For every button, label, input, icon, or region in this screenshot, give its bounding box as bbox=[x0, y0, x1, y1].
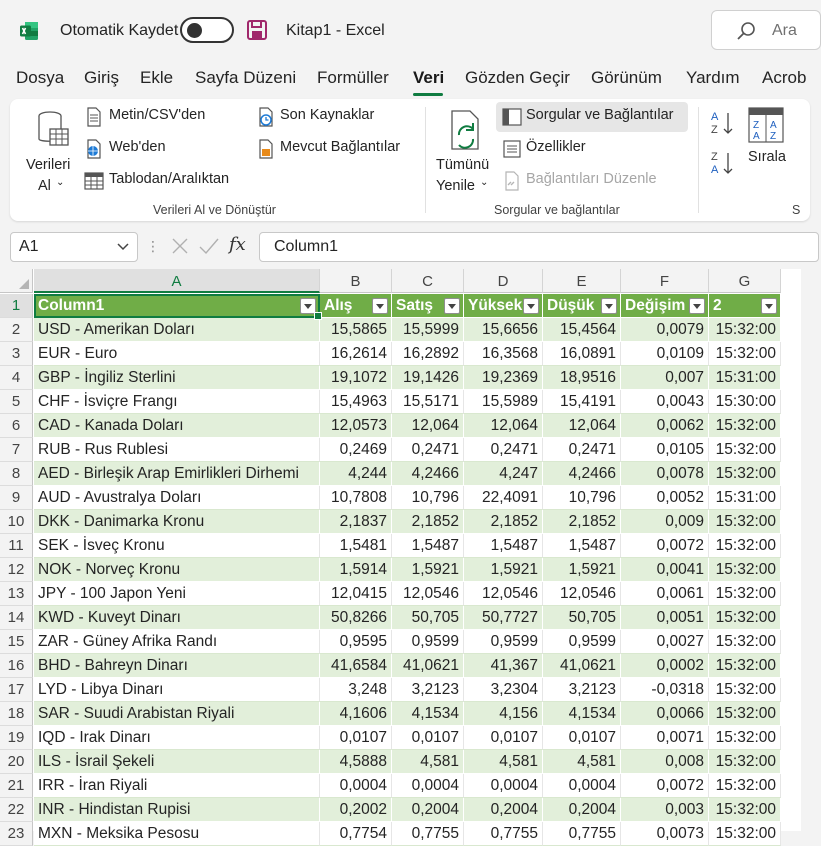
table-cell[interactable]: 0,2471 bbox=[464, 438, 543, 462]
table-cell[interactable]: 0,0052 bbox=[621, 486, 709, 510]
row-header[interactable]: 22 bbox=[0, 798, 33, 822]
tab-sayfa-duzeni[interactable]: Sayfa Düzeni bbox=[195, 68, 297, 87]
existing-connections-button[interactable] bbox=[256, 139, 400, 155]
table-cell[interactable]: SAR - Suudi Arabistan Riyali bbox=[34, 702, 320, 726]
sort-dialog-icon bbox=[748, 107, 784, 143]
tab-gorunum[interactable]: Görünüm bbox=[591, 68, 662, 87]
from-text-csv-label: Metin/CSV'den bbox=[109, 107, 206, 123]
column-header-b[interactable]: B bbox=[320, 269, 392, 293]
get-data-label-1: Verileri bbox=[26, 157, 71, 173]
table-cell[interactable]: 0,0043 bbox=[621, 390, 709, 414]
table-cell[interactable]: 0,0002 bbox=[621, 654, 709, 678]
ribbon-tabs bbox=[0, 62, 807, 98]
table-cell[interactable]: 16,2614 bbox=[320, 342, 392, 366]
table-cell[interactable]: 0,2002 bbox=[320, 798, 392, 822]
table-cell[interactable]: 15,5865 bbox=[320, 318, 392, 342]
table-cell[interactable]: SEK - İsveç Kronu bbox=[34, 534, 320, 558]
table-cell[interactable]: 10,7808 bbox=[320, 486, 392, 510]
tab-ekle[interactable]: Ekle bbox=[140, 68, 174, 87]
table-cell[interactable]: 0,0004 bbox=[392, 774, 464, 798]
table-cell[interactable]: 16,0891 bbox=[543, 342, 621, 366]
refresh-all-label-2: Yenile bbox=[436, 178, 475, 194]
table-cell[interactable]: 0,0051 bbox=[621, 606, 709, 630]
formula-value: Column1 bbox=[274, 238, 339, 255]
table-cell[interactable]: GBP - İngiliz Sterlini bbox=[34, 366, 320, 390]
autosave-label: Otomatik Kaydet bbox=[60, 22, 179, 39]
table-cell[interactable]: 15,4191 bbox=[543, 390, 621, 414]
tab-formuller[interactable]: Formüller bbox=[317, 68, 389, 87]
row-header[interactable]: 20 bbox=[0, 750, 33, 774]
table-cell[interactable]: 0,003 bbox=[621, 798, 709, 822]
column-header-a[interactable]: A bbox=[34, 269, 320, 293]
row-header[interactable]: 7 bbox=[0, 438, 33, 462]
save-icon[interactable] bbox=[246, 19, 268, 41]
table-cell[interactable]: 0,0066 bbox=[621, 702, 709, 726]
active-tab-indicator bbox=[413, 93, 443, 96]
table-cell[interactable]: 15,4564 bbox=[543, 318, 621, 342]
svg-text:Z: Z bbox=[770, 131, 777, 142]
table-cell[interactable]: 1,5487 bbox=[464, 534, 543, 558]
svg-text:Z: Z bbox=[711, 124, 718, 136]
table-cell[interactable]: CHF - İsviçre Frangı bbox=[34, 390, 320, 414]
table-cell[interactable]: 1,5487 bbox=[543, 534, 621, 558]
table-cell[interactable]: 12,0546 bbox=[392, 582, 464, 606]
table-cell[interactable]: 4,1534 bbox=[543, 702, 621, 726]
table-cell[interactable]: 15,5989 bbox=[464, 390, 543, 414]
table-cell[interactable]: KWD - Kuveyt Dinarı bbox=[34, 606, 320, 630]
table-cell[interactable]: 15:32:00 bbox=[709, 534, 781, 558]
table-cell[interactable]: 41,0621 bbox=[543, 654, 621, 678]
column-header-e[interactable]: E bbox=[543, 269, 621, 293]
sort-button[interactable] bbox=[746, 107, 796, 177]
table-cell[interactable]: 0,0079 bbox=[621, 318, 709, 342]
tab-dosya[interactable]: Dosya bbox=[16, 68, 65, 87]
group-label-sort-filter: S bbox=[792, 203, 801, 217]
tab-gozden-gecir[interactable]: Gözden Geçir bbox=[465, 68, 570, 87]
table-cell[interactable]: 0,2004 bbox=[543, 798, 621, 822]
table-cell[interactable]: 0,2004 bbox=[392, 798, 464, 822]
table-cell[interactable]: 19,1426 bbox=[392, 366, 464, 390]
table-cell[interactable]: DKK - Danimarka Kronu bbox=[34, 510, 320, 534]
database-icon bbox=[36, 109, 70, 149]
table-cell[interactable]: 0,0041 bbox=[621, 558, 709, 582]
table-cell[interactable]: 0,0107 bbox=[320, 726, 392, 750]
from-web-button[interactable] bbox=[84, 139, 166, 155]
filter-dropdown-button[interactable] bbox=[444, 298, 460, 314]
table-cell[interactable]: 15:30:00 bbox=[709, 390, 781, 414]
table-cell[interactable]: 4,156 bbox=[464, 702, 543, 726]
row-header[interactable]: 5 bbox=[0, 390, 33, 414]
row-header[interactable]: 16 bbox=[0, 654, 33, 678]
table-cell[interactable]: 12,064 bbox=[543, 414, 621, 438]
table-cell[interactable]: 12,0573 bbox=[320, 414, 392, 438]
filter-dropdown-button[interactable] bbox=[689, 298, 705, 314]
table-cell[interactable]: 50,8266 bbox=[320, 606, 392, 630]
table-cell[interactable]: 0,0061 bbox=[621, 582, 709, 606]
get-data-label-2: Al bbox=[38, 178, 51, 194]
column-header-f[interactable]: F bbox=[621, 269, 709, 293]
table-cell[interactable]: 50,705 bbox=[392, 606, 464, 630]
table-cell[interactable]: 0,0107 bbox=[543, 726, 621, 750]
search-placeholder: Ara bbox=[772, 22, 797, 39]
table-cell[interactable]: 0,2471 bbox=[392, 438, 464, 462]
refresh-all-button[interactable] bbox=[436, 107, 492, 194]
table-cell[interactable]: 19,2369 bbox=[464, 366, 543, 390]
excel-logo-icon bbox=[19, 21, 39, 41]
table-header-cell[interactable]: Değişim bbox=[621, 294, 709, 318]
queries-panel-icon bbox=[502, 107, 522, 127]
table-cell[interactable]: 4,2466 bbox=[543, 462, 621, 486]
table-cell[interactable]: 0,7755 bbox=[392, 822, 464, 846]
table-cell[interactable]: 15,6656 bbox=[464, 318, 543, 342]
table-cell[interactable]: 0,0071 bbox=[621, 726, 709, 750]
row-header[interactable]: 13 bbox=[0, 582, 33, 606]
table-cell[interactable]: 15:31:00 bbox=[709, 366, 781, 390]
svg-text:A: A bbox=[711, 111, 719, 123]
table-cell[interactable]: 0,0004 bbox=[464, 774, 543, 798]
table-cell[interactable]: 41,0621 bbox=[392, 654, 464, 678]
from-table-label: Tablodan/Aralıktan bbox=[109, 171, 230, 187]
formula-input[interactable] bbox=[259, 232, 819, 262]
edit-links-icon bbox=[502, 171, 522, 191]
table-cell[interactable]: 3,2123 bbox=[543, 678, 621, 702]
sort-descending-icon bbox=[710, 149, 736, 177]
table-cell[interactable]: RUB - Rus Rublesi bbox=[34, 438, 320, 462]
table-cell[interactable]: 0,009 bbox=[621, 510, 709, 534]
from-text-csv-button[interactable] bbox=[84, 107, 205, 123]
row-header[interactable]: 14 bbox=[0, 606, 33, 630]
table-cell[interactable]: CAD - Kanada Doları bbox=[34, 414, 320, 438]
tab-acrobat[interactable]: Acrob bbox=[762, 68, 807, 87]
row-header[interactable]: 11 bbox=[0, 534, 33, 558]
table-cell[interactable]: 0,7755 bbox=[464, 822, 543, 846]
table-cell[interactable]: 50,7727 bbox=[464, 606, 543, 630]
table-cell[interactable]: 0,0107 bbox=[392, 726, 464, 750]
table-cell[interactable]: 15:32:00 bbox=[709, 702, 781, 726]
filter-dropdown-button[interactable] bbox=[761, 298, 777, 314]
table-header-cell[interactable]: Satış bbox=[392, 294, 464, 318]
table-cell[interactable]: 0,2469 bbox=[320, 438, 392, 462]
tab-giris[interactable]: Giriş bbox=[84, 68, 119, 87]
text-file-icon bbox=[84, 107, 104, 127]
column-header-g[interactable]: G bbox=[709, 269, 781, 293]
row-header[interactable]: 9 bbox=[0, 486, 33, 510]
table-cell[interactable]: AED - Birleşik Arap Emirlikleri Dirhemi bbox=[34, 462, 320, 486]
table-cell[interactable]: 4,581 bbox=[464, 750, 543, 774]
table-cell[interactable]: ILS - İsrail Şekeli bbox=[34, 750, 320, 774]
table-cell[interactable]: 41,367 bbox=[464, 654, 543, 678]
table-cell[interactable]: 15:32:00 bbox=[709, 606, 781, 630]
table-cell[interactable]: 12,0546 bbox=[464, 582, 543, 606]
table-cell[interactable]: 0,7754 bbox=[320, 822, 392, 846]
table-cell[interactable]: 12,0546 bbox=[543, 582, 621, 606]
row-header[interactable]: 23 bbox=[0, 822, 33, 846]
table-cell[interactable]: 0,9595 bbox=[320, 630, 392, 654]
title-bar bbox=[0, 0, 801, 62]
recent-sources-label: Son Kaynaklar bbox=[280, 107, 375, 123]
ribbon bbox=[10, 99, 810, 221]
table-cell[interactable]: 0,9599 bbox=[543, 630, 621, 654]
search-icon bbox=[736, 21, 756, 41]
table-cell[interactable]: 4,581 bbox=[392, 750, 464, 774]
table-cell[interactable]: 0,0072 bbox=[621, 534, 709, 558]
table-cell[interactable]: 0,0072 bbox=[621, 774, 709, 798]
table-cell[interactable]: IQD - Irak Dinarı bbox=[34, 726, 320, 750]
chevron-down-icon[interactable] bbox=[117, 243, 129, 251]
table-cell[interactable]: 10,796 bbox=[543, 486, 621, 510]
existing-connections-icon bbox=[256, 139, 276, 159]
table-cell[interactable]: 15:32:00 bbox=[709, 342, 781, 366]
table-cell[interactable]: 0,0109 bbox=[621, 342, 709, 366]
table-cell[interactable]: 1,5481 bbox=[320, 534, 392, 558]
table-cell[interactable]: 16,3568 bbox=[464, 342, 543, 366]
table-cell[interactable]: 15:32:00 bbox=[709, 654, 781, 678]
table-cell[interactable]: 4,247 bbox=[464, 462, 543, 486]
formula-bar bbox=[0, 228, 801, 266]
row-header[interactable]: 4 bbox=[0, 366, 33, 390]
get-data-button[interactable] bbox=[26, 107, 78, 194]
row-header[interactable]: 3 bbox=[0, 342, 33, 366]
table-cell[interactable]: 4,581 bbox=[543, 750, 621, 774]
table-cell[interactable]: 15,5999 bbox=[392, 318, 464, 342]
table-cell[interactable]: 16,2892 bbox=[392, 342, 464, 366]
select-all-corner[interactable] bbox=[0, 269, 33, 293]
table-cell[interactable]: 15,4963 bbox=[320, 390, 392, 414]
svg-text:A: A bbox=[711, 164, 719, 176]
table-cell[interactable]: 50,705 bbox=[543, 606, 621, 630]
table-header-cell[interactable]: Düşük bbox=[543, 294, 621, 318]
table-cell[interactable]: 0,2471 bbox=[543, 438, 621, 462]
search-box[interactable] bbox=[711, 10, 821, 50]
row-header[interactable]: 19 bbox=[0, 726, 33, 750]
properties-icon bbox=[502, 139, 522, 159]
refresh-icon bbox=[448, 109, 484, 151]
table-cell[interactable]: 0,007 bbox=[621, 366, 709, 390]
autosave-toggle[interactable] bbox=[180, 17, 234, 43]
row-header[interactable]: 21 bbox=[0, 774, 33, 798]
table-icon bbox=[84, 171, 104, 191]
table-cell[interactable]: 0,0107 bbox=[464, 726, 543, 750]
row-header[interactable]: 8 bbox=[0, 462, 33, 486]
table-cell[interactable]: 0,0004 bbox=[543, 774, 621, 798]
group-label-get-transform: Verileri Al ve Dönüştür bbox=[153, 203, 276, 217]
table-cell[interactable]: 0,0004 bbox=[320, 774, 392, 798]
table-cell[interactable]: 0,9599 bbox=[464, 630, 543, 654]
table-cell[interactable]: 2,1837 bbox=[320, 510, 392, 534]
table-cell[interactable]: 4,5888 bbox=[320, 750, 392, 774]
table-cell[interactable]: -0,0318 bbox=[621, 678, 709, 702]
filter-dropdown-button[interactable] bbox=[372, 298, 388, 314]
row-header[interactable]: 15 bbox=[0, 630, 33, 654]
svg-text:A: A bbox=[770, 120, 777, 131]
filter-dropdown-button[interactable] bbox=[300, 298, 316, 314]
tab-yardim[interactable]: Yardım bbox=[686, 68, 740, 87]
table-cell[interactable]: INR - Hindistan Rupisi bbox=[34, 798, 320, 822]
from-table-button[interactable] bbox=[84, 171, 229, 187]
edit-links-button[interactable] bbox=[502, 171, 657, 187]
document-title: Kitap1 - Excel bbox=[286, 22, 385, 39]
table-cell[interactable]: 0,0105 bbox=[621, 438, 709, 462]
cancel-icon[interactable] bbox=[170, 236, 190, 256]
table-cell[interactable]: 15:32:00 bbox=[709, 678, 781, 702]
table-cell[interactable]: 1,5921 bbox=[543, 558, 621, 582]
edit-links-label: Bağlantıları Düzenle bbox=[526, 171, 657, 187]
web-page-icon bbox=[84, 139, 104, 159]
table-cell[interactable]: 2,1852 bbox=[543, 510, 621, 534]
table-cell[interactable]: 15:32:00 bbox=[709, 822, 781, 846]
table-cell[interactable]: 4,1534 bbox=[392, 702, 464, 726]
table-cell[interactable]: 3,2123 bbox=[392, 678, 464, 702]
sort-label: Sırala bbox=[748, 149, 786, 165]
sort-ascending-icon bbox=[710, 109, 736, 137]
row-header[interactable]: 6 bbox=[0, 414, 33, 438]
svg-text:A: A bbox=[753, 131, 760, 142]
table-cell[interactable]: 1,5921 bbox=[392, 558, 464, 582]
table-cell[interactable]: 12,064 bbox=[392, 414, 464, 438]
table-cell[interactable]: 0,0027 bbox=[621, 630, 709, 654]
table-cell[interactable]: 1,5487 bbox=[392, 534, 464, 558]
row-header[interactable]: 1 bbox=[0, 294, 33, 318]
table-cell[interactable]: 19,1072 bbox=[320, 366, 392, 390]
table-cell[interactable]: 12,0415 bbox=[320, 582, 392, 606]
toggle-knob bbox=[187, 23, 202, 38]
table-cell[interactable]: 15:32:00 bbox=[709, 438, 781, 462]
table-cell[interactable]: 15,5171 bbox=[392, 390, 464, 414]
enter-check-icon[interactable] bbox=[198, 236, 220, 256]
table-cell[interactable]: 2,1852 bbox=[392, 510, 464, 534]
table-cell[interactable]: 0,008 bbox=[621, 750, 709, 774]
table-cell[interactable]: 0,0073 bbox=[621, 822, 709, 846]
group-separator bbox=[425, 107, 426, 213]
row-header[interactable]: 12 bbox=[0, 558, 33, 582]
spreadsheet-grid bbox=[0, 269, 801, 842]
table-cell[interactable]: 3,2304 bbox=[464, 678, 543, 702]
chevron-down-icon: ⌄ bbox=[480, 177, 489, 188]
column-header-c[interactable]: C bbox=[392, 269, 464, 293]
table-cell[interactable]: 12,064 bbox=[464, 414, 543, 438]
insert-function-icon[interactable]: fx bbox=[229, 234, 246, 255]
row-header[interactable]: 2 bbox=[0, 318, 33, 342]
table-cell[interactable]: JPY - 100 Japon Yeni bbox=[34, 582, 320, 606]
table-cell[interactable]: 4,1606 bbox=[320, 702, 392, 726]
queries-connections-label: Sorgular ve Bağlantılar bbox=[526, 107, 674, 123]
table-cell[interactable]: 15:32:00 bbox=[709, 558, 781, 582]
existing-connections-label: Mevcut Bağlantılar bbox=[280, 139, 401, 155]
table-cell[interactable]: 0,0078 bbox=[621, 462, 709, 486]
table-cell[interactable]: 15:32:00 bbox=[709, 318, 781, 342]
table-cell[interactable]: 10,796 bbox=[392, 486, 464, 510]
table-header-cell[interactable]: Yüksek bbox=[464, 294, 543, 318]
table-header-cell[interactable]: 2 bbox=[709, 294, 781, 318]
properties-button[interactable] bbox=[502, 139, 586, 155]
group-separator bbox=[698, 107, 699, 213]
more-vertical-icon[interactable]: ⋮ bbox=[146, 238, 160, 254]
refresh-all-label-1: Tümünü bbox=[436, 157, 490, 173]
table-cell[interactable]: 15:32:00 bbox=[709, 462, 781, 486]
table-cell[interactable]: ZAR - Güney Afrika Randı bbox=[34, 630, 320, 654]
table-cell[interactable]: 15:32:00 bbox=[709, 798, 781, 822]
from-web-label: Web'den bbox=[109, 139, 166, 155]
name-box[interactable] bbox=[10, 232, 138, 262]
sort-az-button[interactable] bbox=[710, 109, 736, 141]
table-cell[interactable]: 15:32:00 bbox=[709, 726, 781, 750]
column-header-d[interactable]: D bbox=[464, 269, 543, 293]
table-cell[interactable]: 15:31:00 bbox=[709, 486, 781, 510]
table-cell[interactable]: NOK - Norveç Kronu bbox=[34, 558, 320, 582]
table-cell[interactable]: USD - Amerikan Doları bbox=[34, 318, 320, 342]
svg-text:Z: Z bbox=[711, 151, 718, 163]
table-cell[interactable]: AUD - Avustralya Doları bbox=[34, 486, 320, 510]
table-cell[interactable]: 4,2466 bbox=[392, 462, 464, 486]
chevron-down-icon: ⌄ bbox=[56, 177, 65, 188]
name-box-value: A1 bbox=[19, 238, 39, 255]
tab-veri[interactable]: Veri bbox=[413, 68, 445, 87]
table-header-cell[interactable]: Column1 bbox=[34, 294, 320, 318]
queries-connections-button[interactable] bbox=[502, 107, 674, 123]
table-cell[interactable]: 15:32:00 bbox=[709, 630, 781, 654]
table-cell[interactable]: 18,9516 bbox=[543, 366, 621, 390]
table-cell[interactable]: 3,248 bbox=[320, 678, 392, 702]
row-header[interactable]: 17 bbox=[0, 678, 33, 702]
properties-label: Özellikler bbox=[526, 139, 586, 155]
table-cell[interactable]: 22,4091 bbox=[464, 486, 543, 510]
table-cell[interactable]: 15:32:00 bbox=[709, 510, 781, 534]
table-cell[interactable]: 41,6584 bbox=[320, 654, 392, 678]
table-cell[interactable]: 15:32:00 bbox=[709, 774, 781, 798]
table-cell[interactable]: IRR - İran Riyali bbox=[34, 774, 320, 798]
row-header[interactable]: 18 bbox=[0, 702, 33, 726]
group-label-queries: Sorgular ve bağlantılar bbox=[494, 203, 620, 217]
recent-sources-button[interactable] bbox=[256, 107, 374, 123]
table-cell[interactable]: 0,9599 bbox=[392, 630, 464, 654]
recent-sources-icon bbox=[256, 107, 276, 127]
table-cell[interactable]: BHD - Bahreyn Dinarı bbox=[34, 654, 320, 678]
table-header-cell[interactable]: Alış bbox=[320, 294, 392, 318]
table-cell[interactable]: 0,0062 bbox=[621, 414, 709, 438]
sort-za-button[interactable] bbox=[710, 149, 736, 181]
svg-text:Z: Z bbox=[753, 120, 760, 131]
table-cell[interactable]: EUR - Euro bbox=[34, 342, 320, 366]
table-cell[interactable]: 2,1852 bbox=[464, 510, 543, 534]
table-cell[interactable]: 4,244 bbox=[320, 462, 392, 486]
table-cell[interactable]: 1,5921 bbox=[464, 558, 543, 582]
table-cell[interactable]: 0,2004 bbox=[464, 798, 543, 822]
filter-dropdown-button[interactable] bbox=[601, 298, 617, 314]
table-cell[interactable]: 15:32:00 bbox=[709, 750, 781, 774]
table-cell[interactable]: 0,7755 bbox=[543, 822, 621, 846]
filter-dropdown-button[interactable] bbox=[523, 298, 539, 314]
table-cell[interactable]: 1,5914 bbox=[320, 558, 392, 582]
table-cell[interactable]: LYD - Libya Dinarı bbox=[34, 678, 320, 702]
row-header[interactable]: 10 bbox=[0, 510, 33, 534]
table-cell[interactable]: 15:32:00 bbox=[709, 582, 781, 606]
table-cell[interactable]: MXN - Meksika Pesosu bbox=[34, 822, 320, 846]
table-cell[interactable]: 15:32:00 bbox=[709, 414, 781, 438]
